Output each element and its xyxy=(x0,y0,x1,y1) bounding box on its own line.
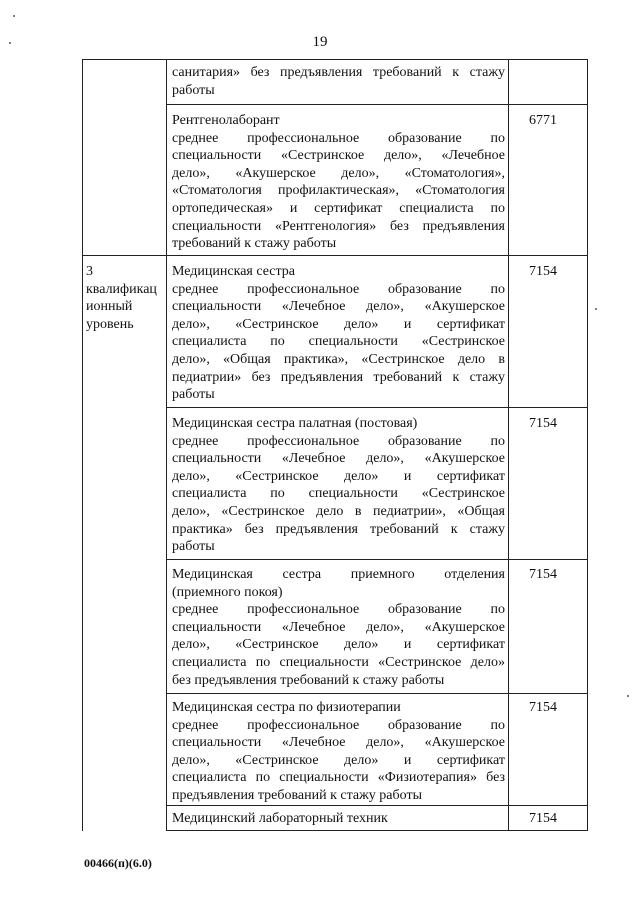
document-code: 00466(п)(6.0) xyxy=(84,856,152,870)
row-divider xyxy=(166,104,588,105)
scan-speck xyxy=(627,695,629,697)
table-row-description: санитария» без предъявления требований к стажу работы xyxy=(172,65,505,98)
row-divider xyxy=(166,805,588,806)
table-row-salary: 7154 xyxy=(529,264,557,279)
scan-speck xyxy=(595,308,597,310)
table-row-description: Медицинская сестра среднее профессиональное образование по специальности «Лечебное дело», «Акушерское дело», «Сестринское дело» и сертификат специалиста по специальности «Сестринское дело», «Общая практика», «Сестринское дело в педиатрии» без предъявления требований к стажу работы xyxy=(172,264,505,403)
column-divider-level xyxy=(166,59,167,831)
table-row-salary: 7154 xyxy=(529,567,557,582)
table-row-salary: 7154 xyxy=(529,416,557,431)
table-row-salary: 7154 xyxy=(529,700,557,715)
table-left-border xyxy=(82,59,83,831)
scan-speck xyxy=(13,15,15,17)
page-number: 19 xyxy=(312,34,328,50)
table-bottom-border xyxy=(166,830,588,831)
row-divider xyxy=(82,255,588,256)
row-divider xyxy=(166,559,588,560)
table-row-description: Рентгенолаборант среднее профессиональное образование по специальности «Сестринское дело», «Лечебное дело», «Акушерское дело», «Стоматология», «Стоматология профилактическая», «Стоматология ортопедическая» и сертификат специалиста по специальности «Рентгенология» без предъявления требований к стажу работы xyxy=(172,113,505,252)
row-divider xyxy=(166,693,588,694)
table-row-salary: 7154 xyxy=(529,811,557,826)
table-top-border xyxy=(82,59,588,60)
table-row-salary: 6771 xyxy=(529,113,557,128)
row-divider xyxy=(166,407,588,408)
table-row-description: Медицинская сестра палатная (постовая) среднее профессиональное образование по специальности «Лечебное дело», «Акушерское дело», «Сестринское дело» и сертификат специалиста по специальности «Сестринское дело», «Сестринское дело в педиатрии», «Общая практика» без предъявления требований к стажу работы xyxy=(172,416,505,555)
salary-table xyxy=(82,59,588,831)
qualification-level: 3 квалификац ионный уровень xyxy=(86,264,157,332)
table-row-description: Медицинская сестра по физиотерапии среднее профессиональное образование по специальности «Лечебное дело», «Акушерское дело», «Сестринское дело» и сертификат специалиста по специальности «Физиотерапия» без предъявления требований к стажу работы xyxy=(172,700,505,803)
scan-speck xyxy=(9,42,11,44)
table-row-description: Медицинская сестра приемного отделения (приемного покоя) среднее профессиональное образование по специальности «Лечебное дело», «Акушерское дело», «Сестринское дело» и сертификат специалиста по специальности «Сестринское дело» без предъявления требований к стажу работы xyxy=(172,567,505,688)
table-row-description: Медицинский лабораторный техник xyxy=(172,811,388,826)
table-right-border xyxy=(587,59,588,831)
column-divider-salary xyxy=(508,59,509,831)
